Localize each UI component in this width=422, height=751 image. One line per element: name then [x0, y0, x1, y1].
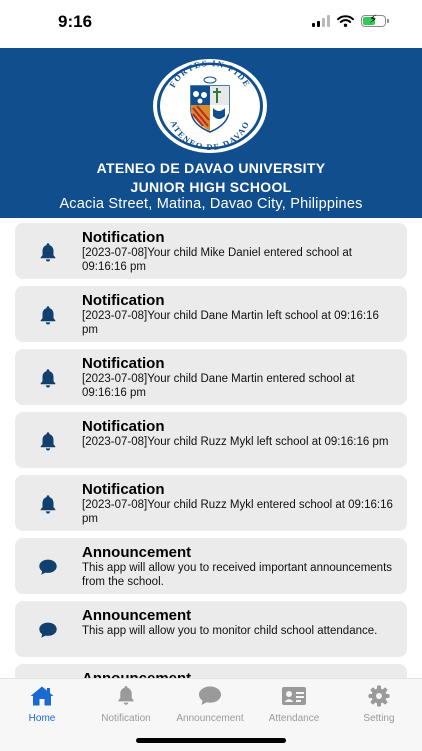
tab-label: Announcement: [176, 713, 244, 724]
bell-icon: [37, 241, 59, 263]
tab-label: Notification: [101, 713, 151, 724]
chat-bubble-icon: [37, 556, 59, 578]
card-title: Notification: [82, 355, 165, 372]
status-bar: [0, 0, 422, 48]
home-indicator[interactable]: [136, 738, 286, 743]
gear-icon: [366, 685, 392, 707]
card-title: Notification: [82, 481, 165, 498]
bell-icon: [37, 430, 59, 452]
announcement-card[interactable]: [15, 538, 407, 594]
tab-announcement[interactable]: [168, 685, 252, 724]
battery-icon: ⚡: [361, 15, 386, 27]
tab-label: Setting: [363, 713, 395, 724]
tab-label: Attendance: [268, 713, 320, 724]
bell-icon: [37, 304, 59, 326]
notification-card[interactable]: [15, 475, 407, 531]
announcement-card[interactable]: [15, 601, 407, 657]
card-body: [2023-07-08]Your child Dane Martin left school at 09:16:16 pm: [82, 310, 379, 336]
feed-list[interactable]: [0, 218, 422, 678]
chat-bubble-icon: [37, 619, 59, 641]
card-title: Notification: [82, 418, 165, 435]
home-icon: [29, 685, 55, 707]
bell-icon: [113, 685, 139, 707]
bell-icon: [37, 367, 59, 389]
notification-card[interactable]: [15, 223, 407, 279]
wifi-icon: [337, 15, 354, 27]
tab-home[interactable]: [0, 685, 84, 724]
card-title: Announcement: [82, 544, 192, 561]
notification-card[interactable]: [15, 349, 407, 405]
school-division: JUNIOR HIGH SCHOOL: [130, 179, 292, 195]
card-title: Notification: [82, 292, 165, 309]
seal-name: ATENEO DE DAVAO: [168, 118, 252, 153]
tab-setting[interactable]: [337, 685, 421, 724]
seal-motto: FORTES IN FIDE: [167, 58, 253, 90]
tab-attendance[interactable]: [252, 685, 336, 724]
status-icons: [312, 12, 386, 27]
cellular-signal-icon: [312, 15, 330, 27]
tab-label: Home: [28, 713, 56, 724]
card-title: Announcement: [82, 607, 192, 624]
school-header: [0, 48, 422, 218]
school-name: ATENEO DE DAVAO UNIVERSITY: [96, 160, 326, 176]
card-body: [2023-07-08]Your child Ruzz Mykl left school at 09:16:16 pm: [82, 436, 389, 448]
id-card-icon: [281, 685, 307, 707]
card-body: This app will allow you to monitor child school attendance.: [82, 625, 378, 637]
school-seal-logo: [151, 58, 269, 154]
bell-icon: [37, 493, 59, 515]
status-time: 9:16: [58, 12, 93, 31]
notification-card[interactable]: [15, 286, 407, 342]
card-title: Notification: [82, 229, 165, 246]
card-body: This app will allow you to received important announcements from the school.: [82, 562, 393, 588]
chat-bubble-icon: [197, 685, 223, 707]
card-body: [2023-07-08]Your child Dane Martin entered school at 09:16:16 pm: [82, 373, 355, 399]
school-address: Acacia Street, Matina, Davao City, Philippines: [59, 196, 363, 212]
notification-card[interactable]: [15, 412, 407, 468]
card-body: [2023-07-08]Your child Ruzz Mykl entered school at 09:16:16 pm: [82, 499, 393, 525]
tab-notification[interactable]: [84, 685, 168, 724]
card-body: [2023-07-08]Your child Mike Daniel entered school at 09:16:16 pm: [82, 247, 352, 273]
